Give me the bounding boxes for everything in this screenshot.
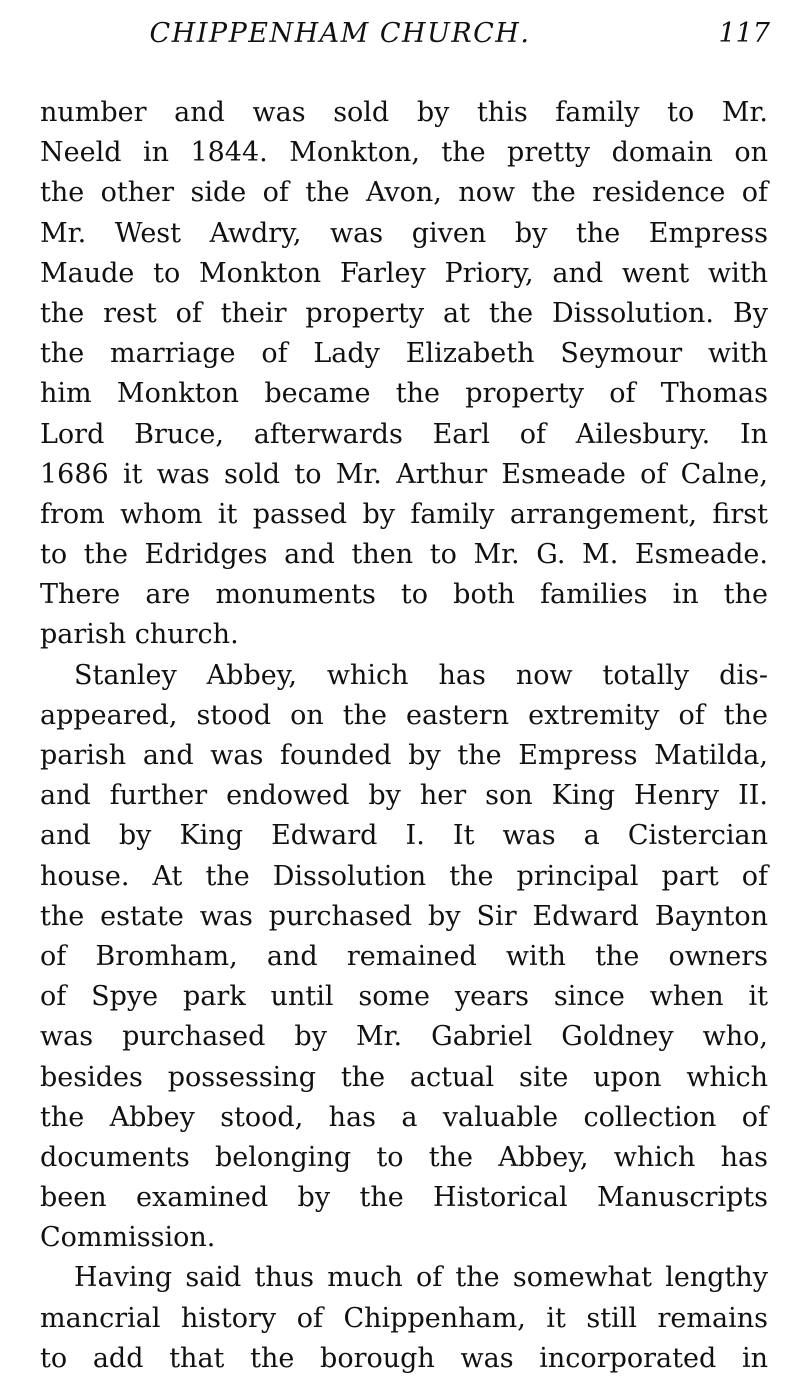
text-line: the other side of the Avon, now the residence of (40, 177, 768, 209)
text-line: been examined by the Historical Manuscripts (40, 1182, 768, 1214)
text-line: Stanley Abbey, which has now totally dis- (74, 659, 768, 691)
paragraph-monkton (40, 93, 768, 656)
text-line: the Abbey stood, has a valuable collection of (40, 1101, 768, 1133)
paragraph-stanley-abbey (40, 656, 768, 1259)
page-number: 117 (718, 18, 770, 49)
text-line: of Spye park until some years since when it (40, 981, 768, 1013)
text-line: Commission. (40, 1222, 216, 1254)
running-head (40, 18, 770, 58)
text-line: appeared, stood on the eastern extremity of the (40, 699, 768, 731)
text-line: Mr. West Awdry, was given by the Empress (40, 217, 768, 249)
text-line: number and was sold by this family to Mr. (40, 97, 768, 128)
text-line: parish church. (40, 619, 239, 651)
text-line: Lord Bruce, afterwards Earl of Ailesbury. In (40, 418, 768, 450)
running-title: CHIPPENHAM CHURCH. (149, 18, 531, 49)
text-line: the marriage of Lady Elizabeth Seymour with (40, 338, 768, 370)
text-line: to the Edridges and then to Mr. G. M. Esmeade. (40, 539, 768, 571)
text-line: Maude to Monkton Farley Priory, and went with (40, 257, 768, 289)
text-line: and by King Edward I. It was a Cistercian (40, 820, 768, 852)
paragraph-manorial-history (40, 1258, 768, 1379)
text-line: was purchased by Mr. Gabriel Goldney who, (40, 1021, 768, 1053)
text-line: of Bromham, and remained with the owners (40, 940, 768, 972)
text-line: parish and was founded by the Empress Matilda, (40, 740, 768, 771)
text-line: and further endowed by her son King Henry II. (40, 780, 768, 812)
text-line: the rest of their property at the Dissolution. By (40, 297, 768, 329)
text-line: Having said thus much of the somewhat lengthy (74, 1262, 768, 1294)
text-line: him Monkton became the property of Thomas (40, 378, 768, 410)
text-line: from whom it passed by family arrangement, first (40, 498, 768, 530)
body-text (40, 93, 768, 1379)
text-line: to add that the borough was incorporated in (40, 1342, 768, 1374)
text-line: 1686 it was sold to Mr. Arthur Esmeade of Calne, (40, 458, 768, 490)
text-line: Neeld in 1844. Monkton, the pretty domain on (40, 137, 768, 169)
text-line: There are monuments to both families in the (40, 579, 768, 611)
text-line: the estate was purchased by Sir Edward Baynton (40, 900, 768, 932)
text-line: house. At the Dissolution the principal part of (40, 860, 768, 892)
text-line: besides possessing the actual site upon which (40, 1061, 768, 1093)
text-line: mancrial history of Chippenham, it still remains (40, 1302, 768, 1334)
text-line: documents belonging to the Abbey, which has (40, 1141, 768, 1173)
